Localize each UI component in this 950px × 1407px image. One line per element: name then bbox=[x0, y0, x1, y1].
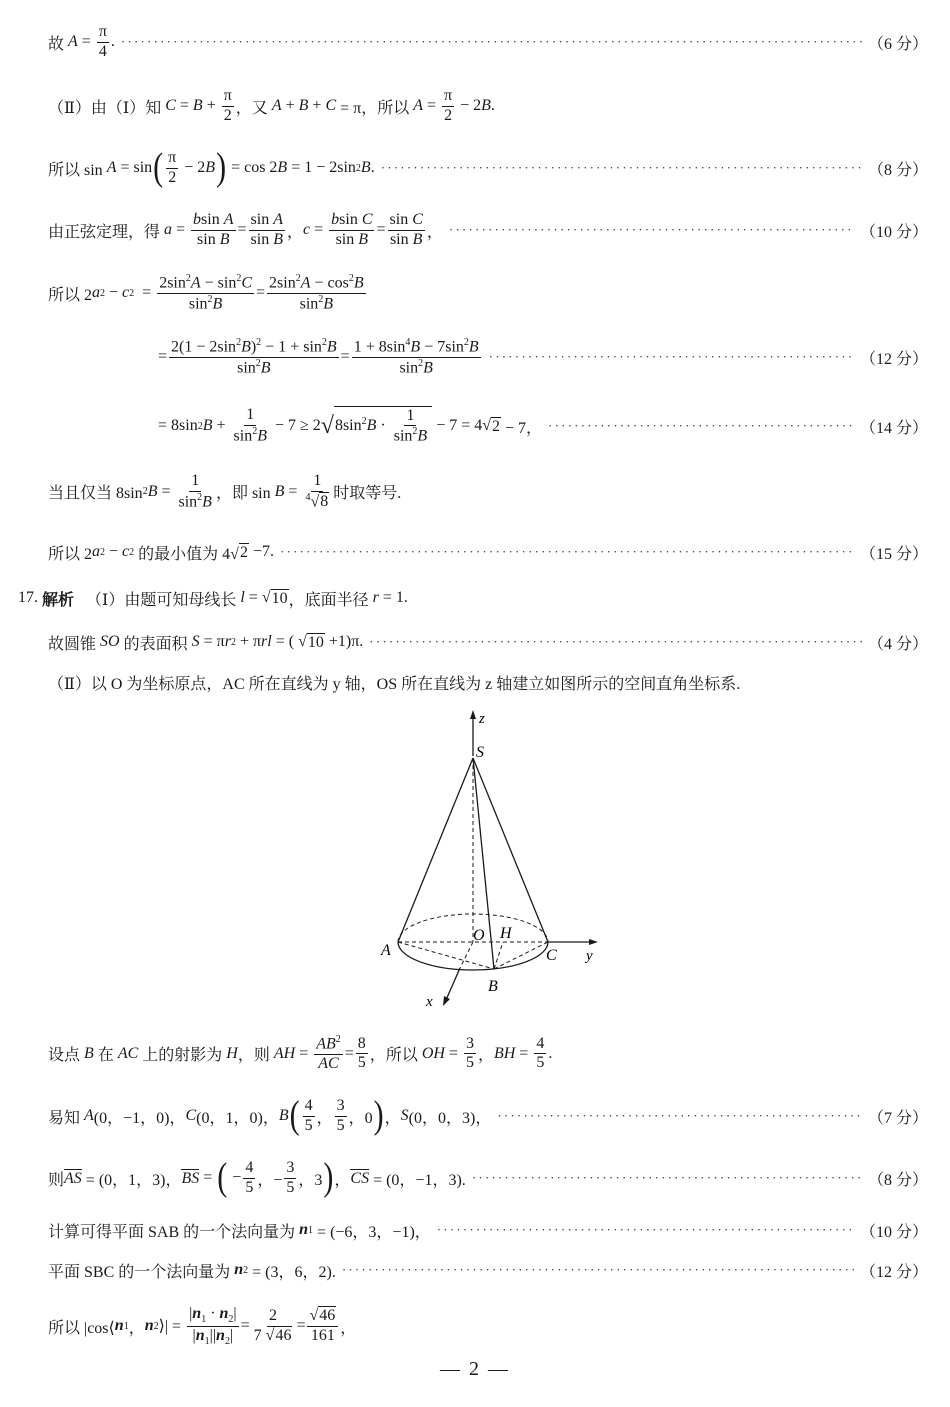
label-x: x bbox=[426, 994, 433, 1008]
label-s: S bbox=[476, 744, 484, 761]
line-13 bbox=[48, 1034, 928, 1074]
line-8-text: 当且仅当 8sin 2 B = $\frac{1}{\sin^2B}$ ，即 sin B = $\frac{1}{^4√8}$ 时取等号. bbox=[48, 472, 402, 511]
line-10-text: 17. 解析 （Ⅰ）由题可知母线长 l = √ 10 ，底面半径 r = 1. bbox=[18, 587, 408, 610]
y-axis-arrow bbox=[589, 939, 598, 945]
score-10: （10 分） bbox=[859, 223, 928, 241]
score-15: （15 分） bbox=[859, 545, 928, 563]
line-1-text: 故 A = $\frac{\pi}{4}$ . bbox=[48, 23, 115, 60]
label-y: y bbox=[586, 948, 593, 964]
dot-leader bbox=[489, 349, 854, 365]
x-axis-arrow bbox=[443, 996, 450, 1006]
line-6 bbox=[158, 337, 928, 377]
score-14: （14 分） bbox=[859, 419, 928, 437]
label-b: B bbox=[488, 978, 498, 995]
line-7-text: = 8sin 2 B + $\frac{1}{\sin^2B}$ − 7 ≥ 2 √ $8\sin^2B$ · $\frac{1}{\sin^2B}$ − 7 = 4√ 2 − 7， bbox=[158, 406, 543, 445]
dot-leader bbox=[437, 1222, 854, 1238]
line-17 bbox=[48, 1250, 928, 1290]
line-4 bbox=[48, 210, 928, 250]
line-15 bbox=[48, 1155, 928, 1199]
line-11 bbox=[48, 622, 928, 662]
score-10b: （10 分） bbox=[859, 1223, 928, 1241]
line-13-text: 设点 B 在 AC 上的射影为 H ，则 AH = $\frac{AB^2}{AC}$ = $\frac{8}{5}$ ，所以 OH = $\frac{3}{5}$ ， BH = $\frac{4}{5}$ . bbox=[48, 1034, 553, 1073]
score-6: （6 分） bbox=[867, 35, 928, 53]
line-15-text: 则 AS = (0，1，3)， BS = ( − $\frac{4}{5}$ ，− $\frac{3}{5}$ ，3 ) ， CS = (0，−1，3). bbox=[48, 1155, 466, 1199]
cone-figure bbox=[360, 708, 610, 1008]
score-12: （12 分） bbox=[859, 350, 928, 368]
score-8: （8 分） bbox=[867, 161, 928, 179]
analysis-label: 解析 bbox=[42, 591, 75, 609]
line-6-text: = $\frac{2(1 - 2\sin^2B)^2 - 1 + \sin^2B}{\sin^2B}$ = $\frac{1 + 8\sin^4B - 7\sin^2B}{\sin^2B}$ bbox=[158, 336, 479, 376]
line-18-text: 所以 |cos⟨ n 1 ， n 2 ⟩| = $\frac{|n_1 \cdot n_2|}{|n_1||n_2|}$ = $\frac{2}{7 √46}$ = $\frac{√46}{161}$ ， bbox=[48, 1304, 357, 1347]
line-11-text: 故圆锥 SO 的表面积 S = π r 2 + π rl = ( √ 10 +1)π. bbox=[48, 633, 364, 653]
line-9-text: 所以 2 a 2 − c 2 的最小值为 4√ 2 −7. bbox=[48, 543, 274, 563]
label-h: H bbox=[500, 925, 512, 942]
line-12-text: （Ⅱ）以 O 为坐标原点，AC 所在直线为 y 轴，OS 所在直线为 z 轴建立如图所示的空间直角坐标系. bbox=[48, 675, 741, 693]
dot-leader bbox=[280, 544, 854, 560]
line-16-text: 计算可得平面 SAB 的一个法向量为 n 1 = (−6，3，−1)， bbox=[48, 1221, 431, 1241]
line-10 bbox=[18, 578, 928, 618]
line-5 bbox=[48, 273, 928, 313]
page-number: — 2 — bbox=[440, 1358, 510, 1380]
x-axis-hidden bbox=[460, 942, 473, 968]
dot-leader bbox=[121, 34, 862, 50]
dot-leader bbox=[342, 1262, 854, 1278]
score-4: （4 分） bbox=[867, 635, 928, 653]
dot-leader bbox=[497, 1108, 862, 1124]
label-a: A bbox=[381, 942, 391, 959]
line-14 bbox=[48, 1093, 928, 1137]
dot-leader bbox=[472, 1170, 862, 1186]
line-9 bbox=[48, 532, 928, 572]
line-3 bbox=[48, 145, 928, 189]
line-7 bbox=[158, 406, 928, 446]
label-z: z bbox=[479, 711, 485, 727]
line-2-text: （Ⅱ）由（Ⅰ）知 C = B + $\frac{\pi}{2}$ ，又 A + B + C = π，所以 A = $\frac{\pi}{2}$ − 2 B . bbox=[48, 87, 495, 124]
score-7: （7 分） bbox=[867, 1109, 928, 1127]
line-18 bbox=[48, 1306, 928, 1346]
line-12 bbox=[48, 662, 928, 702]
line-3-text: 所以 sin A = sin ( $\frac{\pi}{2}$ − 2 B ) = cos 2 B = 1 − 2sin 2 B . bbox=[48, 145, 375, 189]
dot-leader bbox=[369, 634, 862, 650]
z-axis-arrow bbox=[470, 710, 476, 719]
score-12b: （12 分） bbox=[859, 1263, 928, 1281]
base-front-arc bbox=[398, 942, 548, 970]
x-axis bbox=[446, 968, 460, 1000]
line-16 bbox=[48, 1210, 928, 1250]
label-o: O bbox=[473, 927, 485, 944]
line-2 bbox=[48, 86, 928, 126]
line-17-text: 平面 SBC 的一个法向量为 n 2 = (3，6，2). bbox=[48, 1261, 336, 1281]
label-c: C bbox=[546, 947, 557, 964]
dot-leader bbox=[381, 160, 862, 176]
line-4-text: 由正弦定理，得 a = $\frac{\text{bsin A}}{\text{sin B}}$ = $\frac{\text{sin A}}{\text{sin B}}$ ， c = $\frac{\text{bsin C}}{\text{sin B}}$ = $\frac{\text{sin C}}{\text{sin B}}$ ， bbox=[48, 211, 443, 248]
line-14-text: 易知 A (0，−1，0)， C (0，1，0)， B ( $\frac{4}{5}$ ， $\frac{3}{5}$ ，0 ) ， S (0，0，3)， bbox=[48, 1093, 492, 1137]
dot-leader bbox=[449, 222, 854, 238]
line-5-text: 所以 2 a 2 − c 2 = $\frac{2\sin^2A - \sin^2C}{\sin^2B}$ = $\frac{2\sin^2A - \cos^2B}{\sin^2B}$ bbox=[48, 272, 364, 312]
segment-ab bbox=[398, 942, 494, 969]
edge-sc bbox=[473, 758, 548, 942]
line-8 bbox=[48, 472, 928, 512]
line-1 bbox=[48, 22, 928, 62]
dot-leader bbox=[548, 418, 854, 434]
score-8b: （8 分） bbox=[867, 1171, 928, 1189]
